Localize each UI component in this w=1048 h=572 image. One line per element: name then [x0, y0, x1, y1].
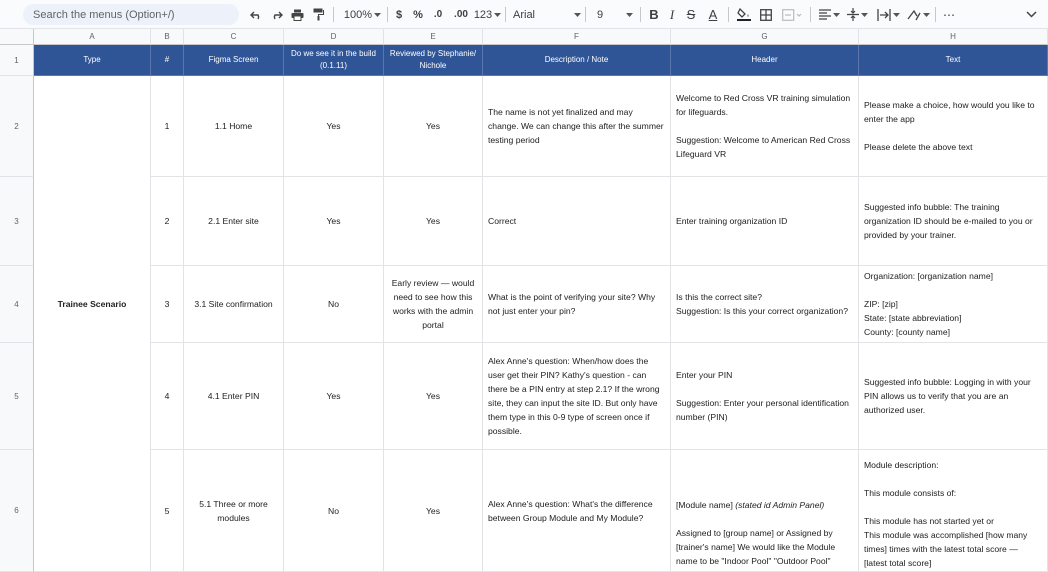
- cell-h5[interactable]: Suggested info bubble: Logging in with your PIN allows us to verify that you are an authorized user.: [859, 343, 1048, 450]
- cell-g3[interactable]: Enter training organization ID: [671, 177, 859, 266]
- cell-c3[interactable]: 2.1 Enter site: [184, 177, 284, 266]
- more-options-button[interactable]: ⋯: [943, 7, 955, 22]
- number-format-select[interactable]: [473, 4, 493, 25]
- currency-format-button[interactable]: $: [395, 8, 403, 21]
- cell-f5[interactable]: Alex Anne's question: When/how does the user get their PIN? Kathy's question - can there be a PIN entry at step 2.1? If the wrong site, they can input the site ID. But only have them type in this 0-9 type of screen once if possible.: [483, 343, 671, 450]
- toolbar: [0, 0, 1048, 29]
- column-header-g[interactable]: G: [671, 29, 859, 45]
- chevron-down-icon: [832, 4, 840, 25]
- text-color-label: A: [708, 7, 718, 22]
- chevron-down-icon: [892, 4, 900, 25]
- font-size-select[interactable]: [594, 4, 606, 25]
- cell-b2[interactable]: 1: [151, 76, 184, 177]
- cell-e5[interactable]: Yes: [384, 343, 483, 450]
- cell-c6[interactable]: 5.1 Three or more modules: [184, 450, 284, 572]
- type-cell-merged[interactable]: Trainee Scenario: [34, 76, 151, 572]
- cell-d3[interactable]: Yes: [284, 177, 384, 266]
- cell-d2[interactable]: Yes: [284, 76, 384, 177]
- chevron-down-icon: [625, 4, 633, 25]
- percent-format-button[interactable]: %: [413, 8, 423, 21]
- row-header-3[interactable]: 3: [0, 177, 34, 266]
- cell-c5[interactable]: 4.1 Enter PIN: [184, 343, 284, 450]
- cell-b4[interactable]: 3: [151, 266, 184, 343]
- cell-h4[interactable]: Organization: [organization name] ZIP: [zip] State: [state abbreviation] County: [county name]: [859, 266, 1048, 343]
- decrease-decimal-button[interactable]: .0: [433, 9, 443, 20]
- cell-c4[interactable]: 3.1 Site confirmation: [184, 266, 284, 343]
- module-name-text: [Module name]: [676, 500, 736, 510]
- chevron-down-icon[interactable]: [1024, 4, 1038, 25]
- row-header-5[interactable]: 5: [0, 343, 34, 450]
- number-format-label: 123: [473, 8, 493, 21]
- cell-d6[interactable]: No: [284, 450, 384, 572]
- strikethrough-button[interactable]: S: [686, 7, 696, 22]
- font-family-value: Arial: [513, 8, 536, 21]
- header-cell-text[interactable]: Text: [859, 45, 1048, 76]
- cell-b5[interactable]: 4: [151, 343, 184, 450]
- header-cell-in-build[interactable]: Do we see it in the build (0.1.11): [284, 45, 384, 76]
- borders-icon[interactable]: [758, 4, 774, 25]
- column-header-h[interactable]: H: [859, 29, 1048, 45]
- module-name-note: (stated id Admin Panel): [735, 500, 825, 510]
- header-cell-reviewed[interactable]: Reviewed by Stephanie/ Nichole: [384, 45, 483, 76]
- cell-g2[interactable]: Welcome to Red Cross VR training simulation for lifeguards. Suggestion: Welcome to American Red Cross Lifeguard VR: [671, 76, 859, 177]
- column-header-a[interactable]: A: [34, 29, 151, 45]
- cell-g6[interactable]: [671, 450, 859, 572]
- cell-f4[interactable]: What is the point of verifying your site? Why not just enter your pin?: [483, 266, 671, 343]
- vertical-align-icon[interactable]: [846, 4, 860, 25]
- cell-b6[interactable]: 5: [151, 450, 184, 572]
- fill-color-icon[interactable]: [736, 4, 752, 25]
- chevron-down-icon: [493, 4, 501, 25]
- header-cell-type[interactable]: Type: [34, 45, 151, 76]
- column-header-f[interactable]: F: [483, 29, 671, 45]
- paint-format-icon[interactable]: [310, 4, 326, 25]
- cell-g4[interactable]: Is this the correct site? Suggestion: Is this your correct organization?: [671, 266, 859, 343]
- cell-f6[interactable]: Alex Anne's question: What's the difference between Group Module and My Module?: [483, 450, 671, 572]
- print-icon[interactable]: [289, 4, 305, 25]
- column-header-b[interactable]: B: [151, 29, 184, 45]
- cell-e6[interactable]: Yes: [384, 450, 483, 572]
- chevron-down-icon: [573, 4, 581, 25]
- cell-c2[interactable]: 1.1 Home: [184, 76, 284, 177]
- zoom-value: 100%: [343, 8, 373, 21]
- menu-search-placeholder: Search the menus (Option+/): [33, 8, 175, 21]
- text-color-button[interactable]: [705, 4, 721, 25]
- row-header-2[interactable]: 2: [0, 76, 34, 177]
- merge-cells-icon[interactable]: [781, 4, 803, 25]
- row-header-1[interactable]: 1: [0, 45, 34, 76]
- cell-h6[interactable]: Module description: This module consists of: This module has not started yet or This module was accomplished [how many times] times with the latest total score — [latest total score]: [859, 450, 1048, 572]
- bold-button[interactable]: B: [649, 7, 659, 22]
- cell-e3[interactable]: Yes: [384, 177, 483, 266]
- header-cell-num[interactable]: #: [151, 45, 184, 76]
- horizontal-align-icon[interactable]: [818, 4, 832, 25]
- font-size-value: 9: [596, 8, 604, 21]
- header-cell-header[interactable]: Header: [671, 45, 859, 76]
- cell-b3[interactable]: 2: [151, 177, 184, 266]
- cell-d4[interactable]: No: [284, 266, 384, 343]
- zoom-select[interactable]: [340, 4, 376, 25]
- row-header-4[interactable]: 4: [0, 266, 34, 343]
- column-header-c[interactable]: C: [184, 29, 284, 45]
- cell-h3[interactable]: Suggested info bubble: The training organization ID should be e-mailed to you or provided by your trainer.: [859, 177, 1048, 266]
- cell-e2[interactable]: Yes: [384, 76, 483, 177]
- cell-g5[interactable]: Enter your PIN Suggestion: Enter your personal identification number (PIN): [671, 343, 859, 450]
- text-wrapping-icon[interactable]: [876, 4, 892, 25]
- font-family-select[interactable]: [513, 4, 573, 25]
- header-cell-description[interactable]: Description / Note: [483, 45, 671, 76]
- chevron-down-icon: [922, 4, 930, 25]
- cell-f2[interactable]: The name is not yet finalized and may change. We can change this after the summer testing period: [483, 76, 671, 177]
- header-cell-figma-screen[interactable]: Figma Screen: [184, 45, 284, 76]
- column-header-d[interactable]: D: [284, 29, 384, 45]
- chevron-down-icon: [372, 4, 382, 25]
- cell-h2[interactable]: Please make a choice, how would you like to enter the app Please delete the above text: [859, 76, 1048, 177]
- text-rotation-icon[interactable]: [906, 4, 922, 25]
- row-header-6[interactable]: 6: [0, 450, 34, 572]
- cell-d5[interactable]: Yes: [284, 343, 384, 450]
- menu-search-input[interactable]: [23, 4, 239, 25]
- italic-button[interactable]: I: [669, 6, 675, 22]
- column-header-e[interactable]: E: [384, 29, 483, 45]
- undo-icon[interactable]: [248, 4, 264, 25]
- increase-decimal-button[interactable]: .00: [454, 9, 468, 20]
- select-all-corner[interactable]: [0, 29, 34, 45]
- chevron-down-icon: [860, 4, 868, 25]
- cell-e4[interactable]: Early review — would need to see how this works with the admin portal: [384, 266, 483, 343]
- redo-icon[interactable]: [268, 4, 284, 25]
- module-assignment-text: Assigned to [group name] or Assigned by [trainer's name] We would like the Module name to be "Indoor Pool" "Outdoor Pool": [676, 528, 836, 566]
- cell-f3[interactable]: Correct: [483, 177, 671, 266]
